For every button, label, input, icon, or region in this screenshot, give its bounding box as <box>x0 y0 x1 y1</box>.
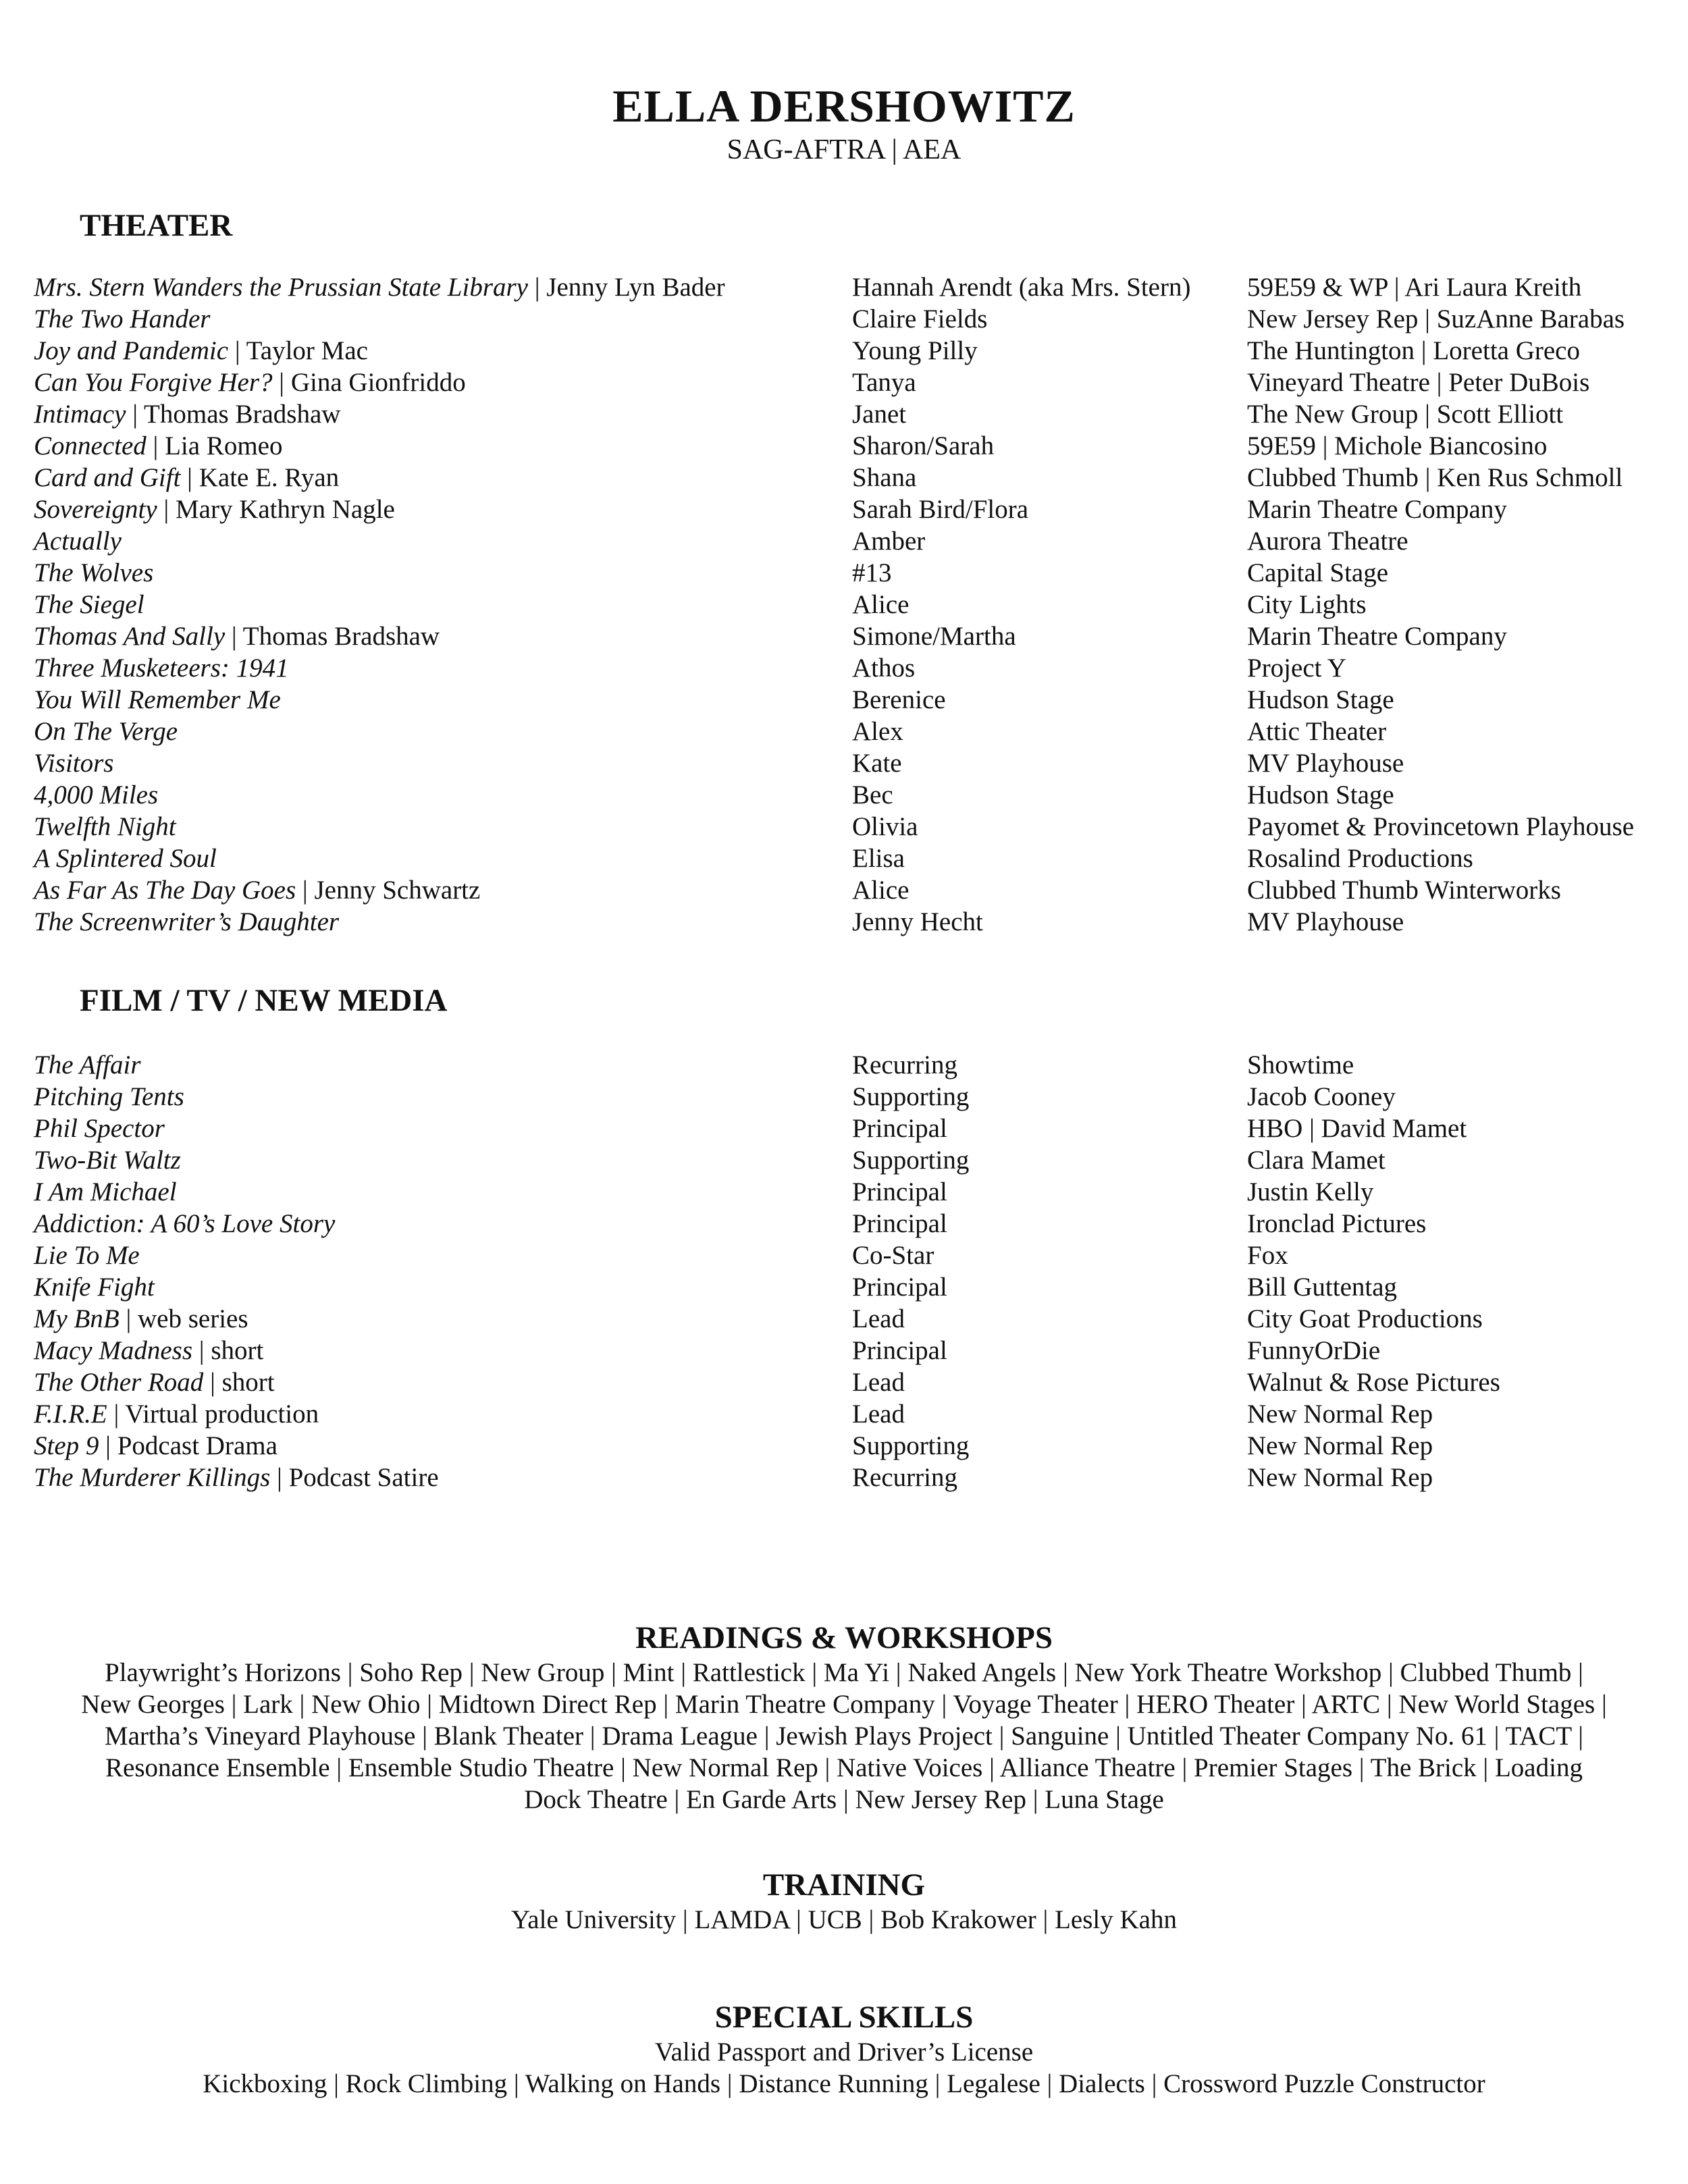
credit-venue: Justin Kelly <box>1247 1177 1374 1206</box>
credit-production <box>34 335 368 367</box>
credit-row <box>34 652 1668 684</box>
production-credit-note: | Jenny Lyn Bader <box>528 273 725 302</box>
credit-row <box>34 1081 1668 1113</box>
credit-role: Principal <box>852 1114 947 1143</box>
production-title: You Will Remember Me <box>34 685 281 714</box>
credit-role: Claire Fields <box>852 304 988 334</box>
credit-production <box>34 716 178 747</box>
training-heading: TRAINING <box>762 1867 926 1902</box>
production-title: Three Musketeers: 1941 <box>34 654 289 683</box>
credit-venue: 59E59 & WP | Ari Laura Kreith <box>1247 273 1582 302</box>
credit-row <box>34 1271 1668 1303</box>
credit-row <box>34 525 1668 557</box>
credit-role: Young Pilly <box>852 336 978 365</box>
credit-row <box>34 1335 1668 1366</box>
credit-role: Athos <box>852 654 916 683</box>
production-title: On The Verge <box>34 717 178 746</box>
credit-production <box>34 906 339 938</box>
credit-production <box>34 589 144 620</box>
credit-role: Alice <box>852 590 909 619</box>
credit-venue: Clubbed Thumb Winterworks <box>1247 876 1561 905</box>
production-credit-note: | Mary Kathryn Nagle <box>157 495 395 524</box>
production-title: 4,000 Miles <box>34 780 159 809</box>
credit-production <box>34 1366 275 1398</box>
credit-row <box>34 430 1668 462</box>
production-title: The Screenwriter’s Daughter <box>34 907 340 936</box>
credit-role: Simone/Martha <box>852 622 1016 651</box>
credit-venue: Bill Guttentag <box>1247 1273 1398 1302</box>
credit-row <box>34 462 1668 494</box>
theater-heading: THEATER <box>80 208 233 243</box>
credit-role: Supporting <box>852 1431 970 1460</box>
credit-production <box>34 1144 181 1176</box>
credit-role: Alex <box>852 717 903 746</box>
credit-role: Bec <box>852 780 893 809</box>
production-title: Mrs. Stern Wanders the Prussian State Library <box>34 273 528 302</box>
credit-venue: Jacob Cooney <box>1247 1082 1396 1111</box>
credit-venue: HBO | David Mamet <box>1247 1114 1467 1143</box>
credit-production <box>34 620 440 652</box>
credit-role: Lead <box>852 1368 905 1397</box>
production-title: The Other Road <box>34 1368 204 1397</box>
credit-row <box>34 684 1668 716</box>
credit-production <box>34 1113 165 1144</box>
production-title: Intimacy <box>34 400 126 429</box>
credit-venue: Clubbed Thumb | Ken Rus Schmoll <box>1247 463 1623 492</box>
production-credit-note: | Virtual production <box>107 1400 319 1429</box>
production-title: The Siegel <box>34 590 144 619</box>
credit-row <box>34 589 1668 620</box>
film-credits <box>34 1049 1668 1493</box>
credit-production <box>34 1208 335 1240</box>
credit-row <box>34 1398 1668 1430</box>
production-title: Pitching Tents <box>34 1082 184 1111</box>
credit-production <box>34 747 113 779</box>
credit-venue: Marin Theatre Company <box>1247 495 1507 524</box>
production-title: Sovereignty <box>34 495 157 524</box>
credit-row <box>34 874 1668 906</box>
credit-production <box>34 1271 155 1303</box>
credit-venue: Rosalind Productions <box>1247 844 1473 873</box>
credit-role: #13 <box>852 558 892 587</box>
credit-row <box>34 303 1668 335</box>
production-credit-note: | Podcast Satire <box>270 1463 439 1492</box>
production-title: Card and Gift <box>34 463 181 492</box>
credit-venue: Marin Theatre Company <box>1247 622 1507 651</box>
credit-venue: New Normal Rep <box>1247 1400 1433 1429</box>
production-credit-note: | Thomas Bradshaw <box>225 622 440 651</box>
production-title: The Affair <box>34 1050 141 1080</box>
production-title: Addiction: A 60’s Love Story <box>34 1209 336 1238</box>
production-credit-note: | Jenny Schwartz <box>296 876 481 905</box>
skills-line-1: Valid Passport and Driver’s License <box>654 2037 1034 2067</box>
production-title: Lie To Me <box>34 1241 140 1270</box>
credit-venue: Ironclad Pictures <box>1247 1209 1427 1238</box>
production-title: The Two Hander <box>34 304 211 334</box>
credit-row <box>34 747 1668 779</box>
credit-venue: MV Playhouse <box>1247 907 1404 936</box>
production-title: Phil Spector <box>34 1114 165 1143</box>
credit-venue: The Huntington | Loretta Greco <box>1247 336 1580 365</box>
credit-row <box>34 335 1668 367</box>
production-credit-note: | short <box>192 1336 264 1365</box>
credit-role: Principal <box>852 1336 947 1365</box>
credit-row <box>34 811 1668 843</box>
credit-venue: The New Group | Scott Elliott <box>1247 400 1564 429</box>
credit-venue: New Normal Rep <box>1247 1431 1433 1460</box>
credit-production <box>34 843 217 874</box>
production-title: The Wolves <box>34 558 154 587</box>
credit-role: Sarah Bird/Flora <box>852 495 1029 524</box>
credit-production <box>34 1335 263 1366</box>
production-title: The Murderer Killings <box>34 1463 271 1492</box>
credit-production <box>34 1240 140 1271</box>
credit-role: Principal <box>852 1177 947 1206</box>
production-credit-note: | Gina Gionfriddo <box>272 368 466 397</box>
credit-row <box>34 843 1668 874</box>
credit-role: Recurring <box>852 1463 957 1492</box>
credit-role: Sharon/Sarah <box>852 431 995 460</box>
production-title: I Am Michael <box>34 1177 177 1206</box>
credit-row <box>34 398 1668 430</box>
credit-role: Berenice <box>852 685 946 714</box>
film-heading: FILM / TV / NEW MEDIA <box>80 983 448 1018</box>
credit-production <box>34 1462 439 1493</box>
credit-role: Principal <box>852 1209 947 1238</box>
credit-role: Co-Star <box>852 1241 934 1270</box>
credit-role: Lead <box>852 1304 905 1333</box>
credit-venue: New Jersey Rep | SuzAnne Barabas <box>1247 304 1625 334</box>
production-title: Thomas And Sally <box>34 622 226 651</box>
credit-venue: Showtime <box>1247 1050 1354 1080</box>
credit-role: Janet <box>852 400 907 429</box>
credit-role: Elisa <box>852 844 905 873</box>
credit-row <box>34 1430 1668 1462</box>
credit-role: Kate <box>852 749 902 778</box>
skills-heading: SPECIAL SKILLS <box>714 2000 974 2035</box>
production-credit-note: | Kate E. Ryan <box>180 463 340 492</box>
production-title: Macy Madness <box>34 1336 193 1365</box>
credit-row <box>34 1049 1668 1081</box>
production-title: Can You Forgive Her? <box>34 368 273 397</box>
training-section <box>0 1866 1688 1936</box>
credit-row <box>34 494 1668 525</box>
production-credit-note: | web series <box>119 1304 248 1333</box>
credit-production <box>34 652 289 684</box>
production-credit-note: | Podcast Drama <box>99 1431 278 1460</box>
credit-row <box>34 271 1668 303</box>
credit-row <box>34 620 1668 652</box>
credit-venue: MV Playhouse <box>1247 749 1404 778</box>
production-title: Visitors <box>34 749 114 778</box>
production-credit-note: | short <box>203 1368 275 1397</box>
credit-row <box>34 1113 1668 1144</box>
credit-venue: Payomet & Provincetown Playhouse <box>1247 812 1635 841</box>
credit-production <box>34 525 122 557</box>
credit-production <box>34 398 340 430</box>
credit-production <box>34 1430 278 1462</box>
production-credit-note: | Thomas Bradshaw <box>126 400 341 429</box>
theater-credits <box>34 271 1668 938</box>
credit-venue: New Normal Rep <box>1247 1463 1433 1492</box>
training-list: Yale University | LAMDA | UCB | Bob Krakower | Lesly Kahn <box>511 1905 1177 1934</box>
credit-venue: Hudson Stage <box>1247 780 1394 809</box>
credit-row <box>34 716 1668 747</box>
credit-production <box>34 811 176 843</box>
credit-venue: Clara Mamet <box>1247 1146 1386 1175</box>
credit-row <box>34 906 1668 938</box>
production-title: Connected <box>34 431 147 460</box>
production-title: F.I.R.E <box>34 1400 107 1429</box>
credit-production <box>34 1081 184 1113</box>
credit-production <box>34 684 281 716</box>
readings-list: Playwright’s Horizons | Soho Rep | New Group | Mint | Rattlestick | Ma Yi | Naked Angels | New York Theatre Workshop | Clubbed Thumb | New Georges | Lark | New Ohio | Midtown Direct Rep | Marin Theatre Company | Voyage Theater | HERO Theater | ARTC | New World Stages | Martha’s Vineyard Playhouse | Blank Theater | Drama League | Jewish Plays Project | Sanguine | Untitled Theater Company No. 61 | TACT | Resonance Ensemble | Ensemble Studio Theatre | New Normal Rep | Native Voices | Alliance Theatre | Premier Stages | The Brick | Loading Dock Theatre | En Garde Arts | New Jersey Rep | Luna Stage <box>81 1658 1607 1814</box>
credit-row <box>34 1144 1668 1176</box>
skills-section <box>0 1998 1688 2100</box>
credit-venue: Walnut & Rose Pictures <box>1247 1368 1500 1397</box>
credit-role: Shana <box>852 463 917 492</box>
credit-production <box>34 1398 319 1430</box>
production-title: My BnB <box>34 1304 120 1333</box>
readings-heading: READINGS & WORKSHOPS <box>635 1620 1053 1655</box>
credit-role: Supporting <box>852 1146 970 1175</box>
credit-role: Alice <box>852 876 909 905</box>
credit-role: Recurring <box>852 1050 957 1080</box>
credit-production <box>34 271 725 303</box>
credit-row <box>34 1176 1668 1208</box>
credit-venue: Project Y <box>1247 654 1346 683</box>
credit-role: Principal <box>852 1273 947 1302</box>
credit-production <box>34 1049 141 1081</box>
actor-name: ELLA DERSHOWITZ <box>612 80 1076 132</box>
credit-venue: 59E59 | Michole Biancosino <box>1247 431 1548 460</box>
credit-production <box>34 779 158 811</box>
production-title: Joy and Pandemic <box>34 336 229 365</box>
credit-row <box>34 1303 1668 1335</box>
credit-production <box>34 1303 248 1335</box>
credit-role: Tanya <box>852 368 916 397</box>
union-affiliations: SAG-AFTRA | AEA <box>727 134 961 165</box>
credit-production <box>34 557 153 589</box>
credit-role: Amber <box>852 527 926 556</box>
production-credit-note: | Taylor Mac <box>228 336 368 365</box>
credit-production <box>34 494 395 525</box>
credit-row <box>34 1462 1668 1493</box>
resume-header <box>0 80 1688 167</box>
production-title: Two-Bit Waltz <box>34 1146 181 1175</box>
credit-venue: FunnyOrDie <box>1247 1336 1381 1365</box>
credit-role: Olivia <box>852 812 918 841</box>
credit-row <box>34 557 1668 589</box>
credit-production <box>34 462 339 494</box>
skills-line-2: Kickboxing | Rock Climbing | Walking on Hands | Distance Running | Legalese | Dialects | Crossword Puzzle Constructor <box>203 2069 1485 2098</box>
production-credit-note: | Lia Romeo <box>146 431 283 460</box>
credit-venue: City Lights <box>1247 590 1367 619</box>
production-title: Knife Fight <box>34 1273 155 1302</box>
production-title: Actually <box>34 527 122 556</box>
credit-production <box>34 1176 177 1208</box>
production-title: Twelfth Night <box>34 812 176 841</box>
credit-venue: City Goat Productions <box>1247 1304 1483 1333</box>
credit-venue: Fox <box>1247 1241 1288 1270</box>
credit-production <box>34 303 210 335</box>
credit-role: Supporting <box>852 1082 970 1111</box>
credit-row <box>34 367 1668 398</box>
credit-venue: Capital Stage <box>1247 558 1389 587</box>
credit-row <box>34 1366 1668 1398</box>
credit-row <box>34 779 1668 811</box>
credit-role: Lead <box>852 1400 905 1429</box>
credit-row <box>34 1240 1668 1271</box>
credit-row <box>34 1208 1668 1240</box>
credit-venue: Vineyard Theatre | Peter DuBois <box>1247 368 1590 397</box>
production-title: As Far As The Day Goes <box>34 876 296 905</box>
credit-role: Hannah Arendt (aka Mrs. Stern) <box>852 273 1191 302</box>
readings-section <box>0 1619 1688 1815</box>
credit-role: Jenny Hecht <box>852 907 983 936</box>
credit-production <box>34 367 466 398</box>
credit-venue: Aurora Theatre <box>1247 527 1408 556</box>
credit-production <box>34 874 480 906</box>
credit-venue: Attic Theater <box>1247 717 1387 746</box>
production-title: A Splintered Soul <box>34 844 217 873</box>
credit-production <box>34 430 282 462</box>
credit-venue: Hudson Stage <box>1247 685 1394 714</box>
production-title: Step 9 <box>34 1431 99 1460</box>
